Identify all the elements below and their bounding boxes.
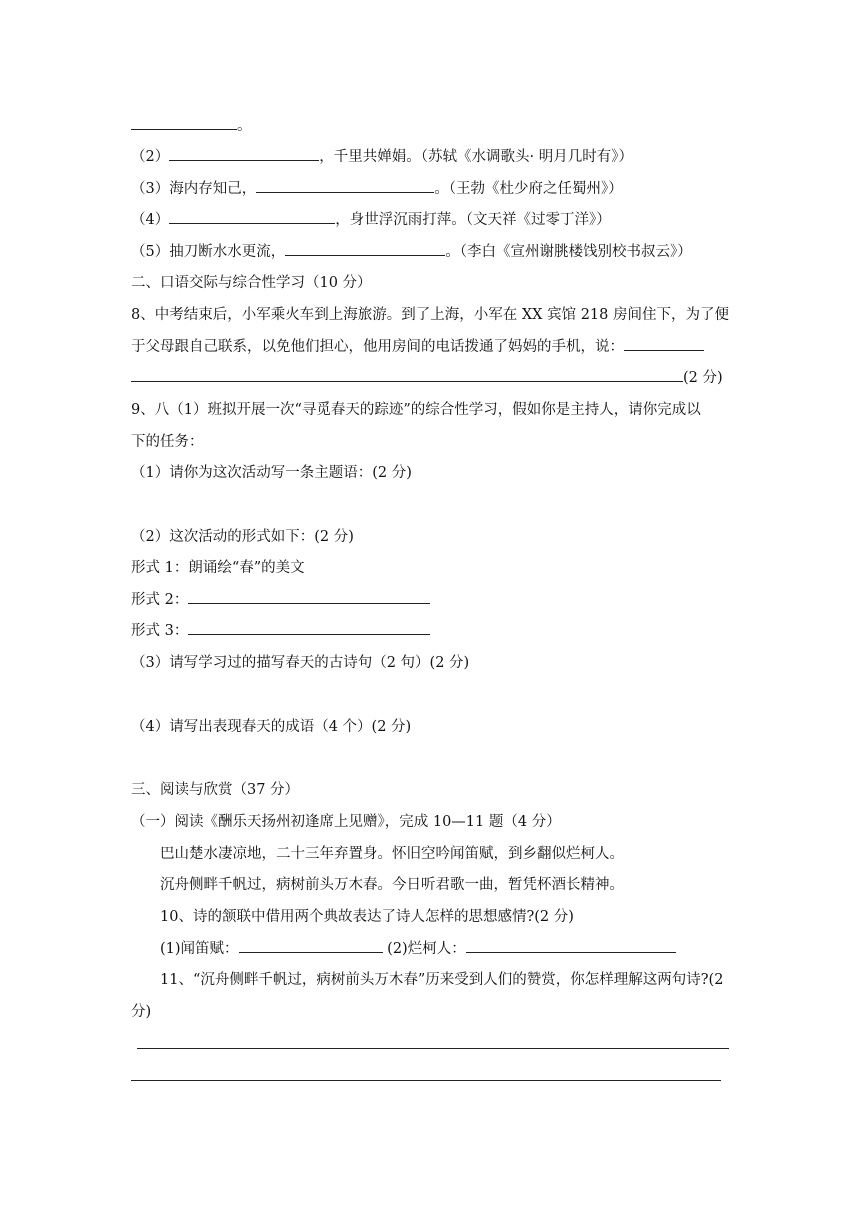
fill-item-4 [131, 210, 611, 230]
item-text: ，千里共婵娟。（苏轼《水调歌头· 明月几时有》） [319, 149, 633, 165]
answer-blank[interactable] [256, 179, 434, 193]
question-11-line-1: 11、“沉舟侧畔千帆过，病树前头万木春”历来受到人们的赞赏，你怎样理解这两句诗?(2 [160, 972, 724, 988]
fill-item-3 [131, 179, 623, 199]
question-8-line-3 [131, 368, 723, 388]
answer-blank[interactable] [624, 337, 704, 351]
item-number: （4） [131, 212, 170, 228]
reading-part-1: （一）阅读《酬乐天扬州初逢席上见赠》，完成 10—11 题（4 分） [131, 814, 561, 830]
poem-line-2: 沉舟侧畔千帆过，病树前头万木春。今日听君歌一曲，暂凭杯酒长精神。 [160, 877, 624, 893]
form-1: 形式 1：朗诵绘“春”的美文 [131, 560, 305, 576]
blank-line-continued [131, 116, 252, 136]
answer-blank[interactable] [131, 116, 237, 130]
section-heading-3: 三、阅读与欣赏（37 分） [131, 782, 300, 798]
form-2 [131, 590, 430, 610]
fill-item-5 [131, 242, 692, 262]
form-label: 形式 3： [131, 623, 189, 639]
question-10-answers [160, 939, 676, 959]
item-text: （3）海内存知己， [131, 181, 257, 197]
question-9-line-1: 9、八（1）班拟开展一次“寻觅春天的踪迹”的综合性学习，假如你是主持人，请你完成以 [131, 402, 701, 418]
question-9-task-2: （2）这次活动的形式如下：(2 分) [131, 529, 354, 545]
fill-item-2 [131, 147, 633, 167]
question-9-task-1: （1）请你为这次活动写一条主题语：(2 分) [131, 465, 412, 481]
question-9-task-3: （3）请写学习过的描写春天的古诗句（2 句）(2 分) [131, 655, 470, 671]
answer-blank[interactable] [188, 621, 430, 635]
answer-label: (2)烂柯人： [382, 941, 466, 957]
score-label: (2 分) [683, 370, 723, 386]
answer-blank[interactable] [131, 368, 683, 382]
period: 。 [237, 118, 252, 134]
question-text: 于父母跟自己联系，以免他们担心，他用房间的电话拨通了妈妈的手机，说： [131, 339, 624, 355]
answer-blank[interactable] [466, 939, 676, 953]
item-text: 。（李白《宣州谢朓楼饯别校书叔云》） [445, 244, 692, 260]
item-number: （2） [131, 149, 170, 165]
answer-blank[interactable] [169, 147, 319, 161]
answer-blank[interactable] [169, 210, 335, 224]
form-label: 形式 2： [131, 592, 189, 608]
question-8-line-1: 8、中考结束后，小军乘火车到上海旅游。到了上海，小军在 XX 宾馆 218 房间住下，为了便 [131, 307, 729, 323]
answer-blank[interactable] [239, 939, 383, 953]
section-heading-2: 二、口语交际与综合性学习（10 分） [131, 275, 372, 291]
question-8-line-2 [131, 337, 704, 357]
item-text: 。（王勃《杜少府之任蜀州》） [434, 181, 623, 197]
answer-line[interactable] [131, 1080, 721, 1081]
question-9-line-2: 下的任务： [131, 434, 204, 450]
answer-blank[interactable] [188, 590, 430, 604]
question-9-task-4: （4）请写出表现春天的成语（4 个）(2 分) [131, 719, 412, 735]
question-10: 10、诗的颔联中借用两个典故表达了诗人怎样的思想感情?(2 分) [160, 909, 574, 925]
answer-line[interactable] [137, 1048, 729, 1049]
form-3 [131, 621, 430, 641]
poem-line-1: 巴山楚水凄凉地，二十三年弃置身。怀旧空吟闻笛赋，到乡翻似烂柯人。 [160, 846, 624, 862]
question-11-line-2: 分) [131, 1004, 152, 1020]
answer-label: (1)闻笛赋： [160, 941, 239, 957]
answer-blank[interactable] [285, 242, 445, 256]
item-text: （5）抽刀断水水更流， [131, 244, 286, 260]
item-text: ，身世浮沉雨打萍。（文天祥《过零丁洋》） [335, 212, 611, 228]
